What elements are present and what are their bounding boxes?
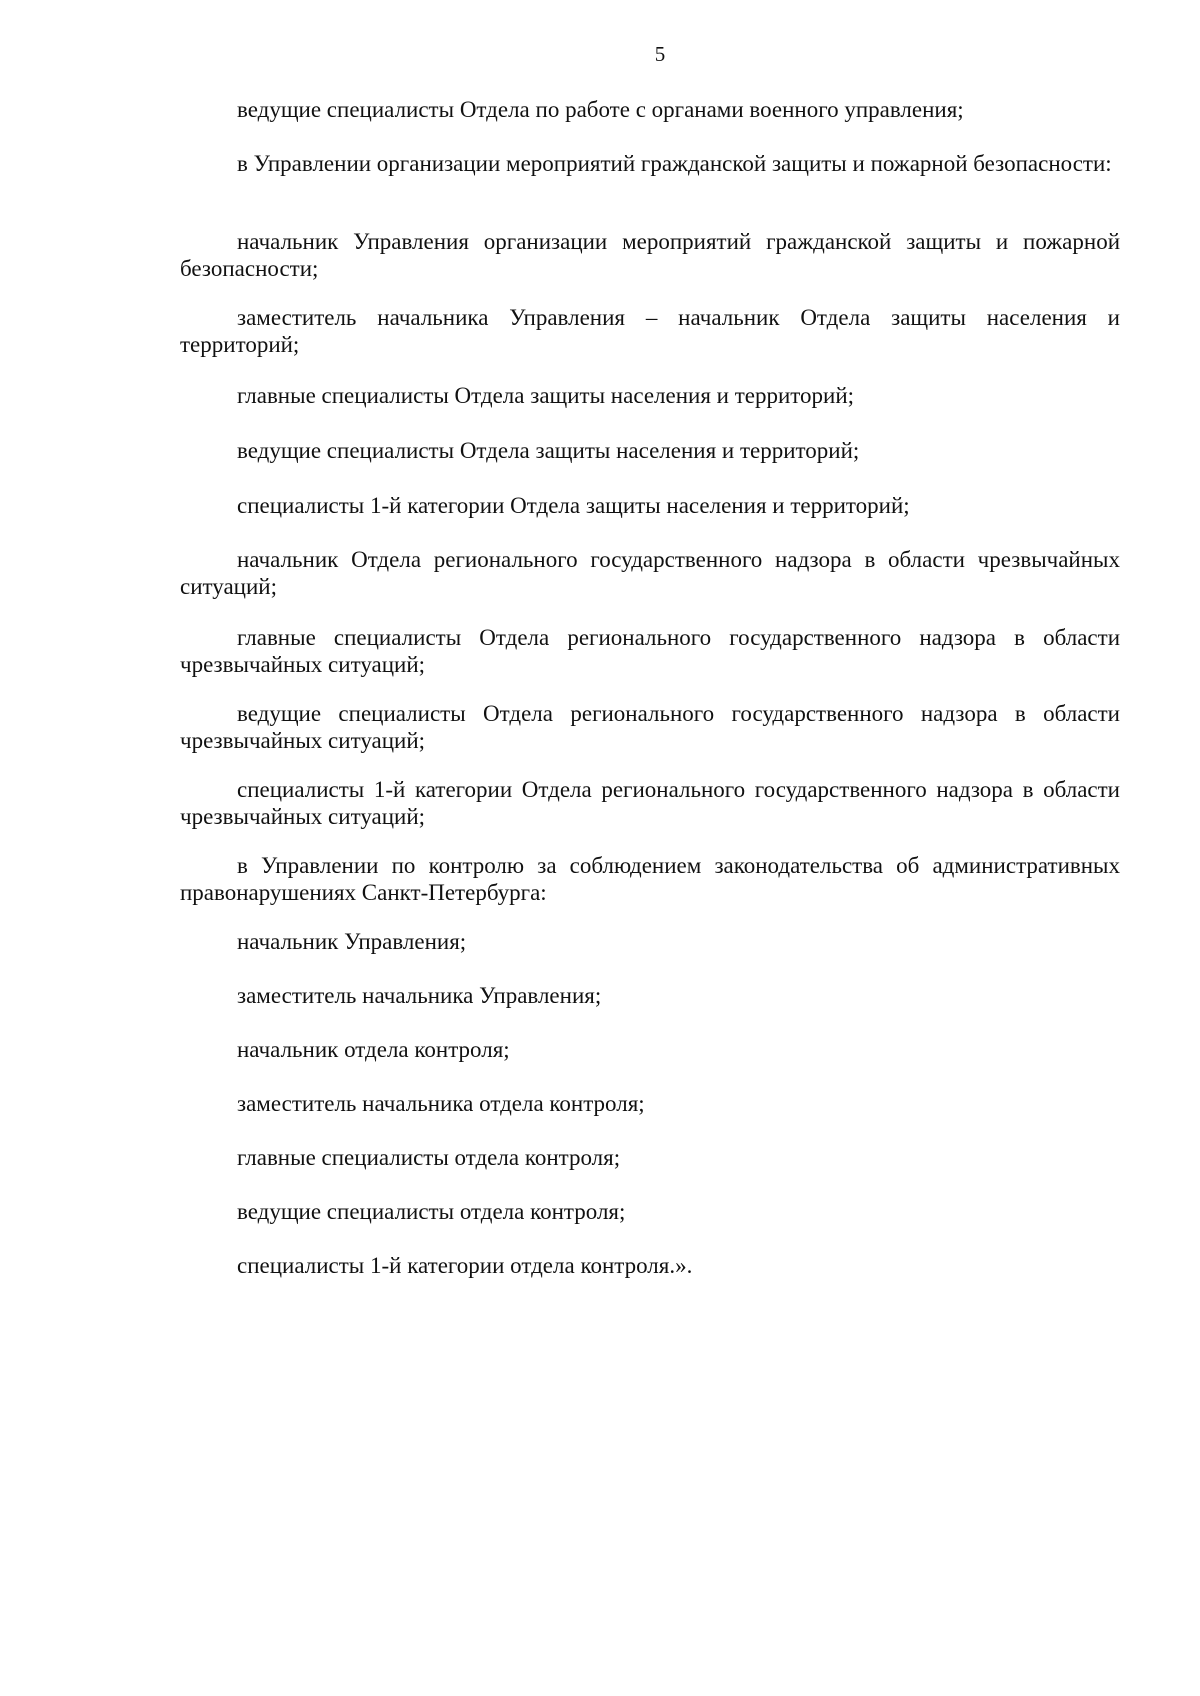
- paragraph-10: ведущие специалисты Отдела регионального государственного надзора в области чрезвычайных ситуаций;: [180, 701, 1120, 753]
- paragraph-16: заместитель начальника отдела контроля;: [237, 1091, 645, 1116]
- paragraph-11: специалисты 1-й категории Отдела регионального государственного надзора в области чрезвычайных ситуаций;: [180, 777, 1120, 829]
- paragraph-14: заместитель начальника Управления;: [237, 983, 602, 1008]
- paragraph-3: начальник Управления организации мероприятий гражданской защиты и пожарной безопасности;: [180, 229, 1120, 281]
- paragraph-18: ведущие специалисты отдела контроля;: [237, 1199, 626, 1224]
- paragraph-4: заместитель начальника Управления – начальник Отдела защиты населения и территорий;: [180, 305, 1120, 357]
- paragraph-6: ведущие специалисты Отдела защиты населения и территорий;: [237, 438, 860, 463]
- paragraph-15: начальник отдела контроля;: [237, 1037, 510, 1062]
- paragraph-2: в Управлении организации мероприятий гражданской защиты и пожарной безопасности:: [237, 151, 1112, 176]
- paragraph-12: в Управлении по контролю за соблюдением законодательства об административных правонарушениях Санкт-Петербурга:: [180, 853, 1120, 905]
- paragraph-9: главные специалисты Отдела регионального государственного надзора в области чрезвычайных ситуаций;: [180, 625, 1120, 677]
- paragraph-1: ведущие специалисты Отдела по работе с органами военного управления;: [237, 97, 964, 122]
- paragraph-13: начальник Управления;: [237, 929, 467, 954]
- page-number: 5: [654, 42, 666, 66]
- paragraph-19: специалисты 1-й категории отдела контроля.».: [237, 1253, 693, 1278]
- paragraph-17: главные специалисты отдела контроля;: [237, 1145, 621, 1170]
- paragraph-8: начальник Отдела регионального государственного надзора в области чрезвычайных ситуаций;: [180, 547, 1120, 599]
- paragraph-7: специалисты 1-й категории Отдела защиты населения и территорий;: [237, 493, 910, 518]
- paragraph-5: главные специалисты Отдела защиты населения и территорий;: [237, 383, 855, 408]
